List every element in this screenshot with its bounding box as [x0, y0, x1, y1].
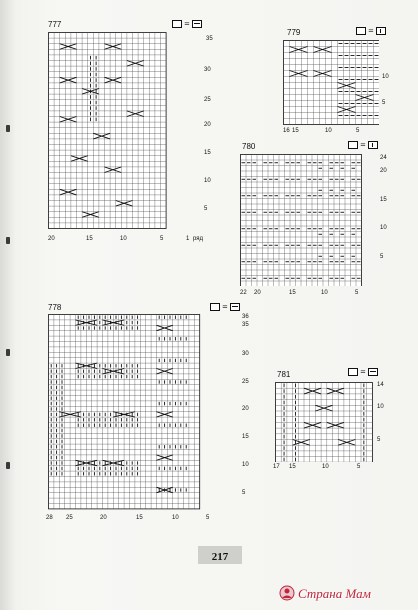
row-label: 25 [242, 379, 249, 385]
page-number: 217 [211, 551, 229, 563]
knitting-chart-778 [48, 314, 238, 512]
col-label: 15 [136, 515, 143, 521]
row-label: 15 [242, 434, 249, 440]
row-label: 20 [204, 122, 211, 128]
legend-empty-cell-icon [348, 141, 358, 149]
chart-number-779: 779 [287, 28, 301, 37]
chart-legend-781 [348, 368, 378, 376]
chart-number-781: 781 [277, 370, 291, 379]
row-label: 5 [377, 437, 381, 443]
row-label: 10 [382, 74, 389, 80]
col-label: 25 [66, 515, 73, 521]
legend-empty-cell-icon [172, 20, 182, 28]
spine-mark [6, 125, 10, 132]
row-label: 5 [204, 206, 208, 212]
legend-equals-icon: = [222, 303, 228, 311]
col-label: 10 [321, 290, 328, 296]
chart-legend-778 [210, 303, 240, 311]
knitting-chart-779 [283, 40, 379, 126]
row-label: 15 [204, 150, 211, 156]
spine-mark [6, 349, 10, 356]
chart-number-780: 780 [242, 142, 256, 151]
chart-number-778: 778 [48, 303, 62, 312]
knitting-chart-781 [275, 382, 375, 462]
chart-legend-777 [172, 20, 202, 28]
legend-equals-icon: = [184, 20, 190, 28]
col-label: 22 [240, 290, 247, 296]
row-word-label: ряд [193, 236, 204, 242]
spine-mark [6, 462, 10, 469]
row-label: 20 [380, 168, 387, 174]
legend-purl-cell-icon [230, 303, 240, 311]
legend-empty-cell-icon [210, 303, 220, 311]
col-label: 10 [322, 464, 329, 470]
row-label: 10 [380, 225, 387, 231]
legend-knit-cell-icon [368, 141, 378, 149]
col-label: 20 [48, 236, 55, 242]
knitting-chart-780 [240, 154, 378, 286]
row-label: 30 [242, 351, 249, 357]
col-label: 17 [273, 464, 280, 470]
col-label: 5 [357, 464, 361, 470]
col-label: 16 [283, 128, 290, 134]
legend-empty-cell-icon [356, 27, 366, 35]
chart-number-777: 777 [48, 20, 62, 29]
col-label: 5 [356, 128, 360, 134]
col-label: 15 [292, 128, 299, 134]
col-label: 5 [206, 515, 210, 521]
legend-equals-icon: = [368, 27, 374, 35]
row-label: 25 [204, 97, 211, 103]
col-label: 5 [160, 236, 164, 242]
knitting-chart-777 [48, 32, 218, 234]
row-label: 10 [242, 462, 249, 468]
row-label: 15 [380, 197, 387, 203]
legend-equals-icon: = [360, 141, 366, 149]
watermark-logo-icon [278, 584, 296, 602]
legend-purl-cell-icon [192, 20, 202, 28]
col-label: 15 [289, 290, 296, 296]
chart-legend-779 [356, 27, 386, 35]
row-label: 24 [380, 155, 387, 161]
row-label: 5 [382, 100, 386, 106]
legend-knit-cell-icon [376, 27, 386, 35]
row-label: 20 [242, 406, 249, 412]
col-label: 20 [254, 290, 261, 296]
legend-purl-cell-icon [368, 368, 378, 376]
col-label: 20 [100, 515, 107, 521]
row-label: 35 [242, 322, 249, 328]
row-label: 30 [204, 67, 211, 73]
col-label: 28 [46, 515, 53, 521]
col-label: 15 [289, 464, 296, 470]
chart-legend-780 [348, 141, 378, 149]
row-label: 10 [377, 404, 384, 410]
grid-frame [49, 33, 167, 229]
col-label: 1 [186, 236, 190, 242]
row-label: 5 [380, 254, 384, 260]
row-label: 5 [242, 490, 246, 496]
row-label: 36 [242, 314, 249, 320]
legend-equals-icon: = [360, 368, 366, 376]
col-label: 10 [172, 515, 179, 521]
col-label: 10 [325, 128, 332, 134]
spine-mark [6, 237, 10, 244]
col-label: 5 [355, 290, 359, 296]
watermark-text: Страна Мам [298, 586, 371, 601]
col-label: 10 [120, 236, 127, 242]
row-label: 14 [377, 382, 384, 388]
row-label: 35 [206, 36, 213, 42]
row-label: 10 [204, 178, 211, 184]
legend-empty-cell-icon [348, 368, 358, 376]
col-label: 15 [86, 236, 93, 242]
